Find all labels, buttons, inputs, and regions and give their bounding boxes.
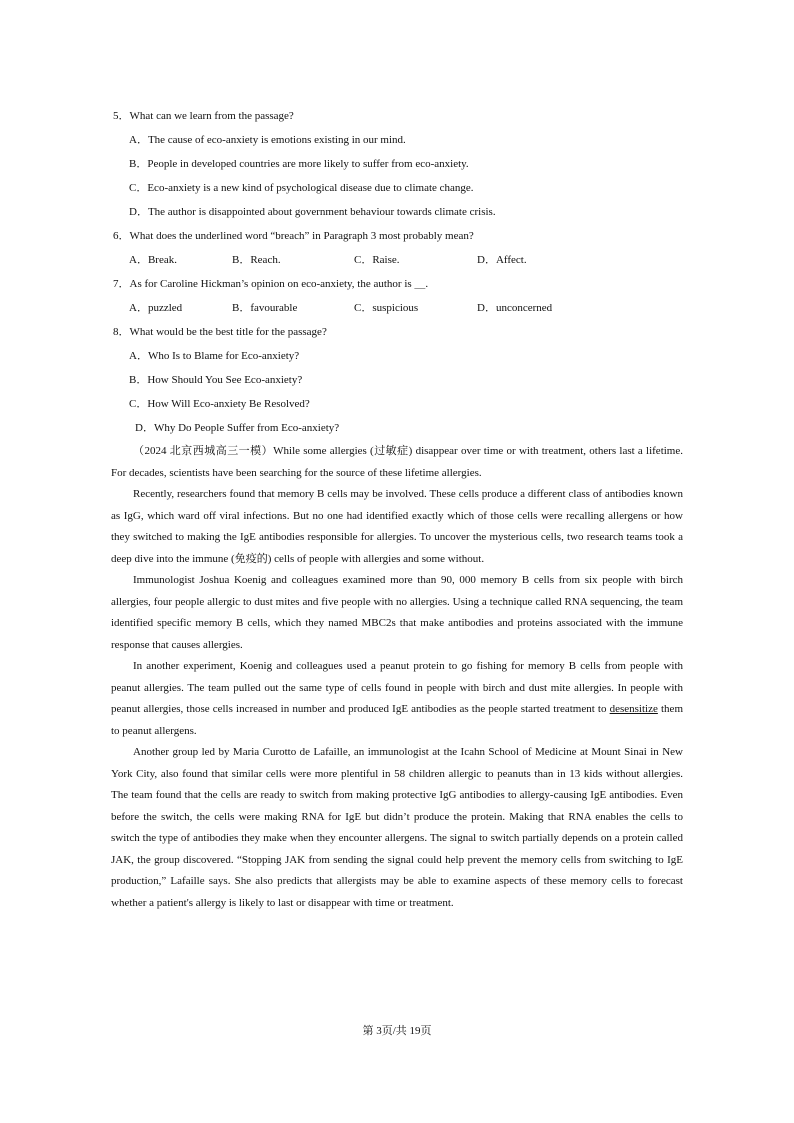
question-7-stem: 7．As for Caroline Hickman’s opinion on eco-anxiety, the author is ＿. (113, 278, 429, 290)
question-7-option-b: B．favourable (232, 302, 298, 314)
passage-paragraph-4 (111, 656, 683, 742)
question-8-option-b: B．How Should You See Eco-anxiety? (129, 374, 303, 386)
question-8-stem: 8．What would be the best title for the passage? (113, 326, 327, 338)
question-5-option-b: B．People in developed countries are more likely to suffer from eco-anxiety. (129, 158, 469, 170)
reading-passage (111, 441, 683, 914)
question-8-option-c: C．How Will Eco-anxiety Be Resolved? (129, 398, 310, 410)
paragraph-4-text-end: them to peanut allergens. (111, 703, 683, 737)
passage-paragraph-1: （2024 北京西城高三一模）While some allergies (过敏症) disappear over time or with treatment, others last a lifetime. For decades, scientists have been searching for the source of these lifetime allergies. (111, 445, 683, 479)
page-number: 第 3页/共 19页 (362, 1025, 432, 1037)
question-6-option-a: A．Break. (129, 254, 177, 266)
question-5-option-d: D．The author is disappointed about government behaviour towards climate crisis. (129, 206, 496, 218)
question-7-option-d: D．unconcerned (477, 302, 553, 314)
question-6-option-d: D．Affect. (477, 254, 527, 266)
question-8-option-a: A．Who Is to Blame for Eco-anxiety? (129, 350, 300, 362)
question-6-option-c: C．Raise. (354, 254, 400, 266)
question-6-option-b: B．Reach. (232, 254, 281, 266)
question-8-option-d: D．Why Do People Suffer from Eco-anxiety? (135, 422, 340, 434)
underlined-word-desensitize: desensitize (609, 703, 658, 715)
passage-paragraph-3: Immunologist Joshua Koenig and colleagues examined more than 90, 000 memory B cells from six people with birch allergies, four people allergic to dust mites and five people with no allergies. Using a technique called RNA sequencing, the team identified specific memory B cells, which they named MBC2s that make antibodies and proteins associated with the immune response that causes allergies. (111, 574, 683, 651)
question-5-option-a: A．The cause of eco-anxiety is emotions existing in our mind. (129, 134, 406, 146)
question-7-option-a: A．puzzled (129, 302, 183, 314)
question-5-stem: 5．What can we learn from the passage? (113, 110, 294, 122)
question-6-stem: 6．What does the underlined word “breach” in Paragraph 3 most probably mean? (113, 230, 474, 242)
question-5-option-c: C．Eco-anxiety is a new kind of psychological disease due to climate change. (129, 182, 474, 194)
question-7-option-c: C．suspicious (354, 302, 419, 314)
passage-paragraph-2: Recently, researchers found that memory B cells may be involved. These cells produce a different class of antibodies known as IgG, which ward off viral infections. But no one had identified exactly which of those cells were recalling allergens or how they switched to making the IgE antibodies responsible for allergies. To uncover the mysterious cells, two research teams took a deep dive into the immune (免疫的) cells of people with allergies and some without. (111, 488, 683, 565)
paragraph-4-text-start: In another experiment, Koenig and colleagues used a peanut protein to go fishing for memory B cells from people with peanut allergies. The team pulled out the same type of cells found in people with birch and dust mite allergies. In people with peanut allergies, those cells increased in number and produced IgE antibodies as the people started treatment to (111, 660, 683, 715)
passage-paragraph-5: Another group led by Maria Curotto de Lafaille, an immunologist at the Icahn School of Medicine at Mount Sinai in New York City, also found that similar cells were more plentiful in 58 children allergic to peanuts than in 13 kids without allergies. The team found that the cells are ready to switch from making protective IgG antibodies to allergy-causing IgE antibodies. Even before the switch, the cells were making RNA for IgE but didn’t produce the protein. Making that RNA enables the cells to switch the type of antibodies they make when they encounter allergens. The signal to switch partially depends on a protein called JAK, the group discovered. “Stopping JAK from sending the signal could help prevent the memory cells from switching to IgE production,” Lafaille says. She also predicts that allergists may be able to examine aspects of these memory cells to forecast whether a patient's allergy is likely to last or disappear with time or treatment. (111, 746, 683, 909)
